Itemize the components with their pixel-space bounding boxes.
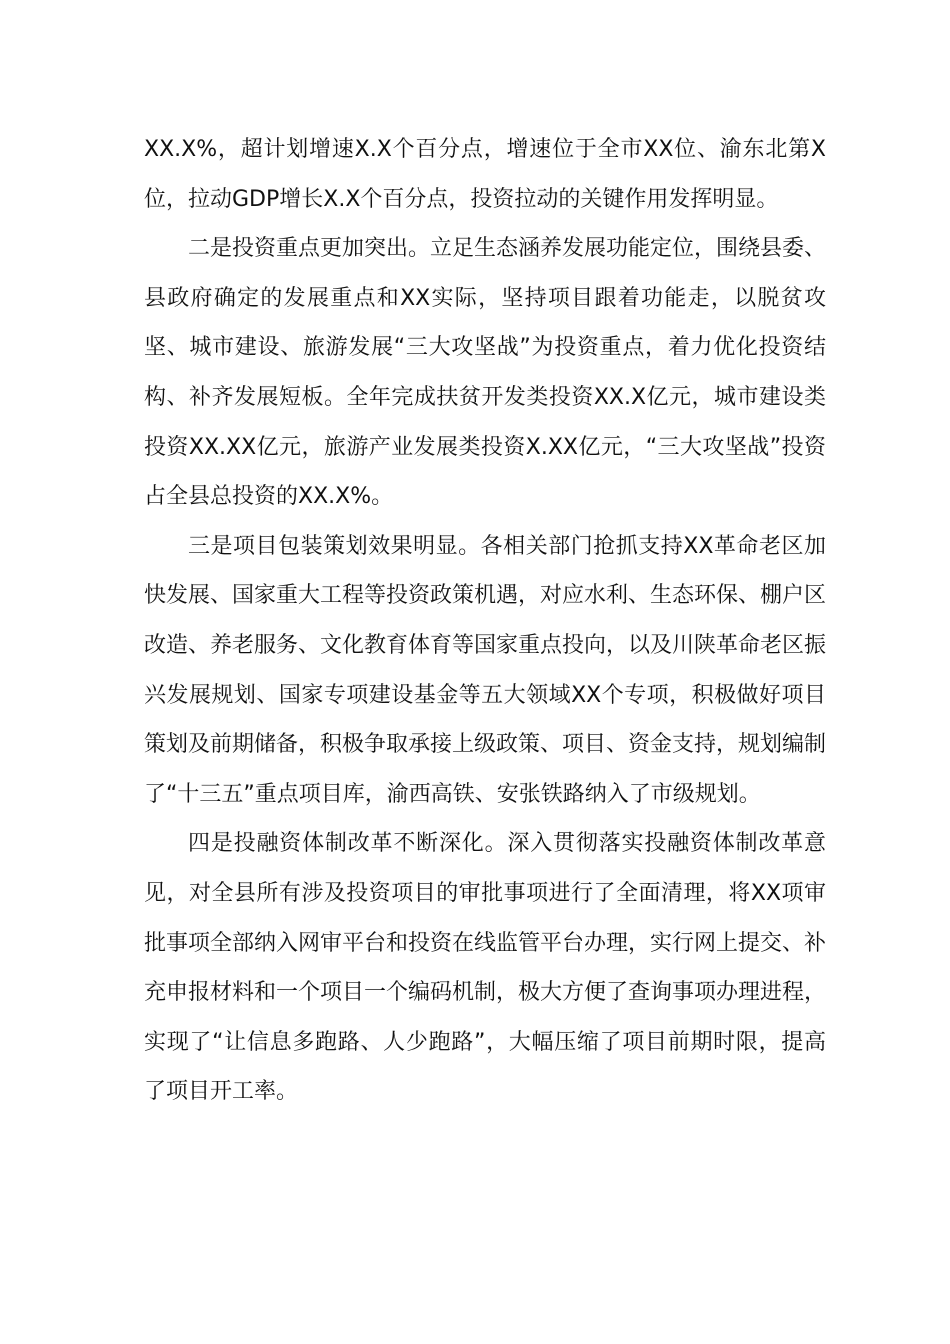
paragraph-point-four: 四是投融资体制改革不断深化。深入贯彻落实投融资体制改革意见，对全县所有涉及投资项目的审批事项进行了全面清理，将XX项审批事项全部纳入网审平台和投资在线监管平台办理，实行网上提交、补充申报材料和一个项目一个编码机制，极大方便了查询事项办理进程，实现了“让信息多跑路、人少跑路”，大幅压缩了项目前期时限，提高了项目开工率。 (144, 831, 827, 1105)
document-body (144, 125, 826, 1117)
paragraph-point-two: 二是投资重点更加突出。立足生态涵养发展功能定位，围绕县委、县政府确定的发展重点和XX实际，坚持项目跟着功能走，以脱贫攻坚、城市建设、旅游发展“三大攻坚战”为投资重点，着力优化投资结构、补齐发展短板。全年完成扶贫开发类投资XX.X亿元，城市建设类投资XX.XX亿元，旅游产业发展类投资X.XX亿元，“三大攻坚战”投资占全县总投资的XX.X%。 (144, 236, 827, 510)
paragraph-continuation: XX.X%，超计划增速X.X个百分点，增速位于全市XX位、渝东北第X位，拉动GDP增长X.X个百分点，投资拉动的关键作用发挥明显。 (144, 137, 826, 212)
paragraph-point-three: 三是项目包装策划效果明显。各相关部门抢抓支持XX革命老区加快发展、国家重大工程等投资政策机遇，对应水利、生态环保、棚户区改造、养老服务、文化教育体育等国家重点投向，以及川陕革命老区振兴发展规划、国家专项建设基金等五大领域XX个专项，积极做好项目策划及前期储备，积极争取承接上级政策、项目、资金支持，规划编制了“十三五”重点项目库，渝西高铁、安张铁路纳入了市级规划。 (144, 533, 827, 807)
